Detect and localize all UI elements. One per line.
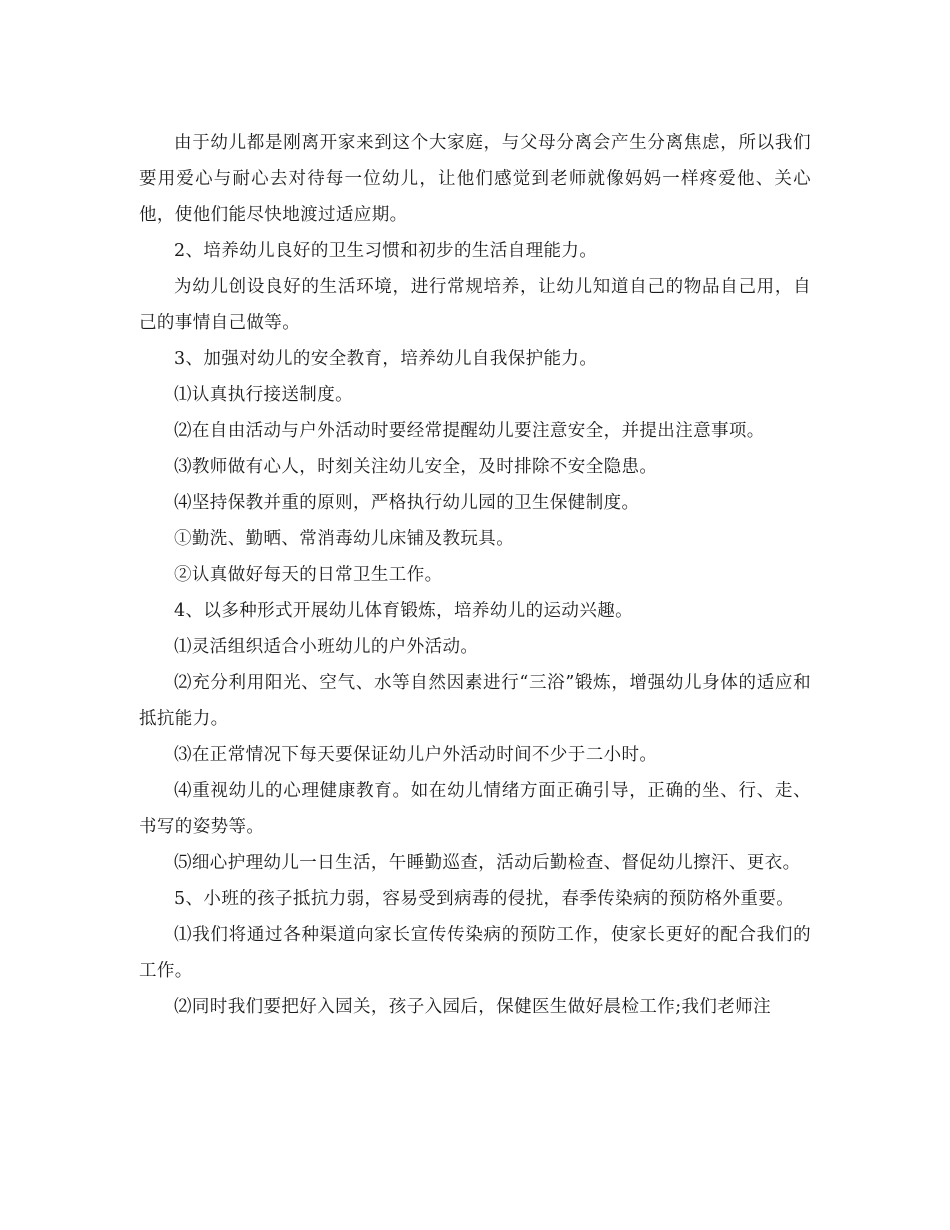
list-item: ⑴我们将通过各种渠道向家长宣传传染病的预防工作，使家长更好的配合我们的工作。 xyxy=(139,925,811,981)
section-heading-5: 5、小班的孩子抵抗力弱，容易受到病毒的侵扰，春季传染病的预防格外重要。 xyxy=(174,889,795,909)
list-item: ⑴认真执行接送制度。 xyxy=(174,385,353,405)
list-item: ⑶教师做有心人，时刻关注幼儿安全，及时排除不安全隐患。 xyxy=(174,457,658,477)
paragraph-intro: 由于幼儿都是刚离开家来到这个大家庭，与父母分离会产生分离焦虑，所以我们要用爱心与耐心去对待每一位幼儿，让他们感觉到老师就像妈妈一样疼爱他、关心他，使他们能尽快地渡过适应期。 xyxy=(139,133,811,225)
section-heading-4: 4、以多种形式开展幼儿体育锻炼，培养幼儿的运动兴趣。 xyxy=(174,601,634,621)
list-item: ⑸细心护理幼儿一日生活，午睡勤巡查，活动后勤检查、督促幼儿擦汗、更衣。 xyxy=(174,853,801,873)
document-body xyxy=(139,125,811,1025)
sub-list-item: ①勤洗、勤晒、常消毒幼儿床铺及教玩具。 xyxy=(174,529,515,549)
list-item: ⑷坚持保教并重的原则，严格执行幼儿园的卫生保健制度。 xyxy=(174,493,640,513)
list-item: ⑶在正常情况下每天要保证幼儿户外活动时间不少于二小时。 xyxy=(174,745,658,765)
list-item: ⑵在自由活动与户外活动时要经常提醒幼儿要注意安全，并提出注意事项。 xyxy=(174,421,765,441)
list-item: ⑵同时我们要把好入园关，孩子入园后，保健医生做好晨检工作;我们老师注 xyxy=(174,997,771,1017)
section-heading-2: 2、培养幼儿良好的卫生习惯和初步的生活自理能力。 xyxy=(174,241,598,261)
list-item: ⑴灵活组织适合小班幼儿的户外活动。 xyxy=(174,637,479,657)
list-item: ⑵充分利用阳光、空气、水等自然因素进行“三浴”锻炼，增强幼儿身体的适应和抵抗能力。 xyxy=(139,673,811,729)
sub-list-item: ②认真做好每天的日常卫生工作。 xyxy=(174,565,443,585)
paragraph-environment: 为幼儿创设良好的生活环境，进行常规培养，让幼儿知道自己的物品自己用，自己的事情自己做等。 xyxy=(139,277,811,333)
section-heading-3: 3、加强对幼儿的安全教育，培养幼儿自我保护能力。 xyxy=(174,349,598,369)
list-item: ⑷重视幼儿的心理健康教育。如在幼儿情绪方面正确引导，正确的坐、行、走、书写的姿势等。 xyxy=(139,781,811,837)
